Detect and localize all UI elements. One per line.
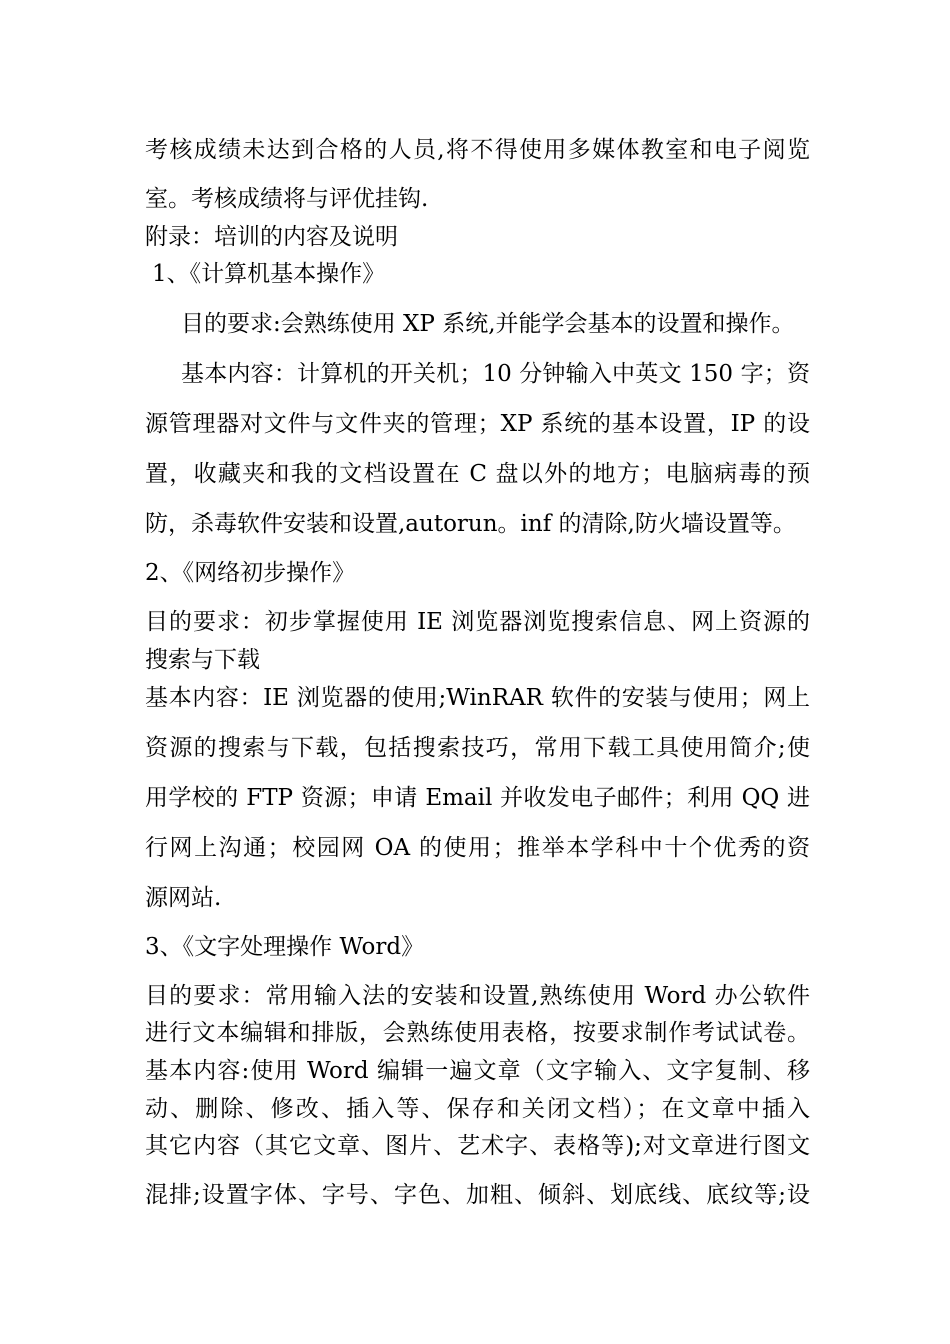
paragraph-line: 搜索与下载	[145, 647, 260, 673]
section-heading-3: 3、《文字处理操作 Word》	[145, 934, 425, 960]
paragraph-line: 室。考核成绩将与评优挂钩.	[145, 186, 429, 212]
paragraph-line: 基本内容:使用 Word 编辑一遍文章（文字输入、文字复制、移	[145, 1058, 810, 1084]
paragraph-line: 考核成绩未达到合格的人员,将不得使用多媒体教室和电子阅览	[145, 137, 810, 163]
paragraph-line: 动、删除、修改、插入等、保存和关闭文档）；在文章中插入	[145, 1096, 810, 1122]
paragraph-line: 源管理器对文件与文件夹的管理；XP 系统的基本设置，IP 的设	[145, 411, 810, 437]
paragraph-line: 基本内容：计算机的开关机；10 分钟输入中英文 150 字；资	[181, 361, 810, 387]
paragraph-line: 进行文本编辑和排版，会熟练使用表格，按要求制作考试试卷。	[145, 1020, 810, 1046]
paragraph-line: 资源的搜索与下载，包括搜索技巧，常用下载工具使用简介;使	[145, 735, 810, 761]
paragraph-line: 置，收藏夹和我的文档设置在 C 盘以外的地方；电脑病毒的预	[145, 461, 810, 487]
paragraph-line: 防，杀毒软件安装和设置,autorun。inf 的清除,防火墙设置等。	[145, 511, 796, 537]
paragraph-line: 基本内容：IE 浏览器的使用;WinRAR 软件的安装与使用；网上	[145, 685, 810, 711]
paragraph-line: 目的要求：常用输入法的安装和设置,熟练使用 Word 办公软件	[145, 983, 810, 1009]
paragraph-line: 行网上沟通；校园网 OA 的使用；推举本学科中十个优秀的资	[145, 835, 810, 861]
paragraph-line: 目的要求:会熟练使用 XP 系统,并能学会基本的设置和操作。	[181, 311, 795, 337]
appendix-heading: 附录：培训的内容及说明	[145, 224, 398, 250]
section-heading-2: 2、《网络初步操作》	[145, 560, 356, 586]
paragraph-line: 混排;设置字体、字号、字色、加粗、倾斜、划底线、底纹等;设	[145, 1182, 810, 1208]
paragraph-line: 源网站.	[145, 885, 222, 911]
section-heading-1: 1、《计算机基本操作》	[152, 261, 386, 287]
paragraph-line: 目的要求：初步掌握使用 IE 浏览器浏览搜索信息、网上资源的	[145, 609, 810, 635]
paragraph-line: 其它内容（其它文章、图片、艺术字、表格等);对文章进行图文	[145, 1133, 810, 1159]
paragraph-line: 用学校的 FTP 资源；申请 Email 并收发电子邮件；利用 QQ 进	[145, 785, 810, 811]
